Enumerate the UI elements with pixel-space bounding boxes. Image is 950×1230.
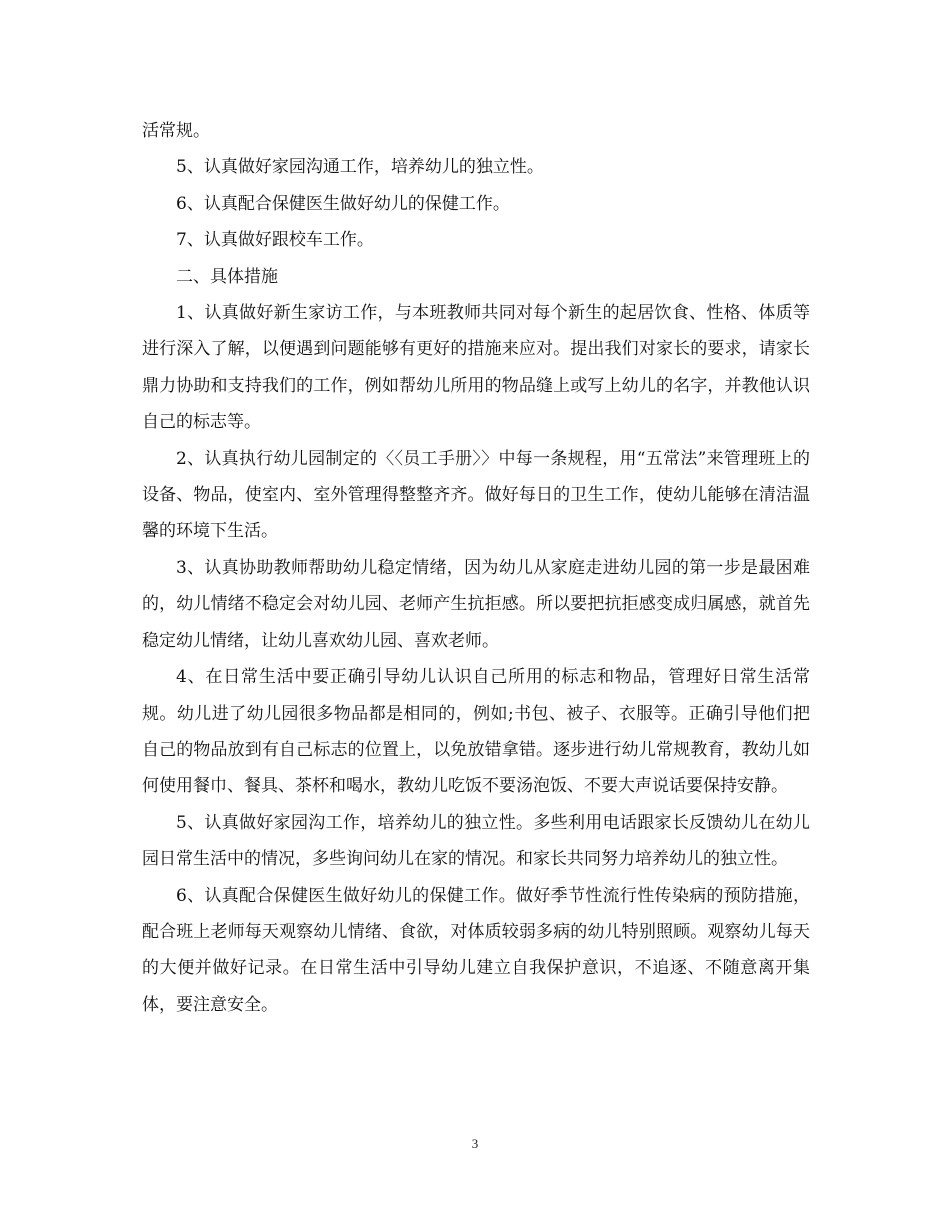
paragraph: 1、认真做好新生家访工作，与本班教师共同对每个新生的起居饮食、性格、体质等进行深入了解，以便遇到问题能够有更好的措施来应对。提出我们对家长的要求，请家长鼎力协助和支持我们的工作，例如帮幼儿所用的物品缝上或写上幼儿的名字，并教他认识自己的标志等。: [142, 303, 810, 433]
paragraph: 4、在日常生活中要正确引导幼儿认识自己所用的标志和物品，管理好日常生活常规。幼儿进了幼儿园很多物品都是相同的，例如;书包、被子、衣服等。正确引导他们把自己的物品放到有自己标志的位置上，以免放错拿错。逐步进行幼儿常规教育，教幼儿如何使用餐巾、餐具、茶杯和喝水，教幼儿吃饭不要汤泡饭、不要大声说话要保持安静。: [142, 667, 810, 797]
paragraph: 7、认真做好跟校车工作。: [176, 230, 374, 251]
paragraph: 6、认真配合保健医生做好幼儿的保健工作。做好季节性流行性传染病的预防措施，配合班上老师每天观察幼儿情绪、食欲，对体质较弱多病的幼儿特别照顾。观察幼儿每天的大便并做好记录。在日常生活中引导幼儿建立自我保护意识，不追逐、不随意离开集体，要注意安全。: [142, 885, 810, 1015]
page-number: 3: [471, 1136, 479, 1151]
paragraph: 二、具体措施: [176, 266, 278, 287]
paragraph: 2、认真执行幼儿园制定的〈〈员工手册〉〉中每一条规程，用“五常法”来管理班上的设备、物品，使室内、室外管理得整整齐齐。做好每日的卫生工作，使幼儿能够在清洁温馨的环境下生活。: [142, 448, 810, 542]
paragraph: 3、认真协助教师帮助幼儿稳定情绪，因为幼儿从家庭走进幼儿园的第一步是最困难的，幼儿情绪不稳定会对幼儿园、老师产生抗拒感。所以要把抗拒感变成归属感，就首先稳定幼儿情绪，让幼儿喜欢幼儿园、喜欢老师。: [142, 557, 810, 651]
paragraph: 5、认真做好家园沟工作，培养幼儿的独立性。多些利用电话跟家长反馈幼儿在幼儿园日常生活中的情况，多些询问幼儿在家的情况。和家长共同努力培养幼儿的独立性。: [142, 812, 810, 870]
paragraph: 活常规。: [142, 121, 210, 141]
document-body: [142, 113, 810, 1023]
paragraph: 6、认真配合保健医生做好幼儿的保健工作。: [176, 193, 510, 214]
paragraph: 5、认真做好家园沟通工作，培养幼儿的独立性。: [176, 157, 544, 178]
